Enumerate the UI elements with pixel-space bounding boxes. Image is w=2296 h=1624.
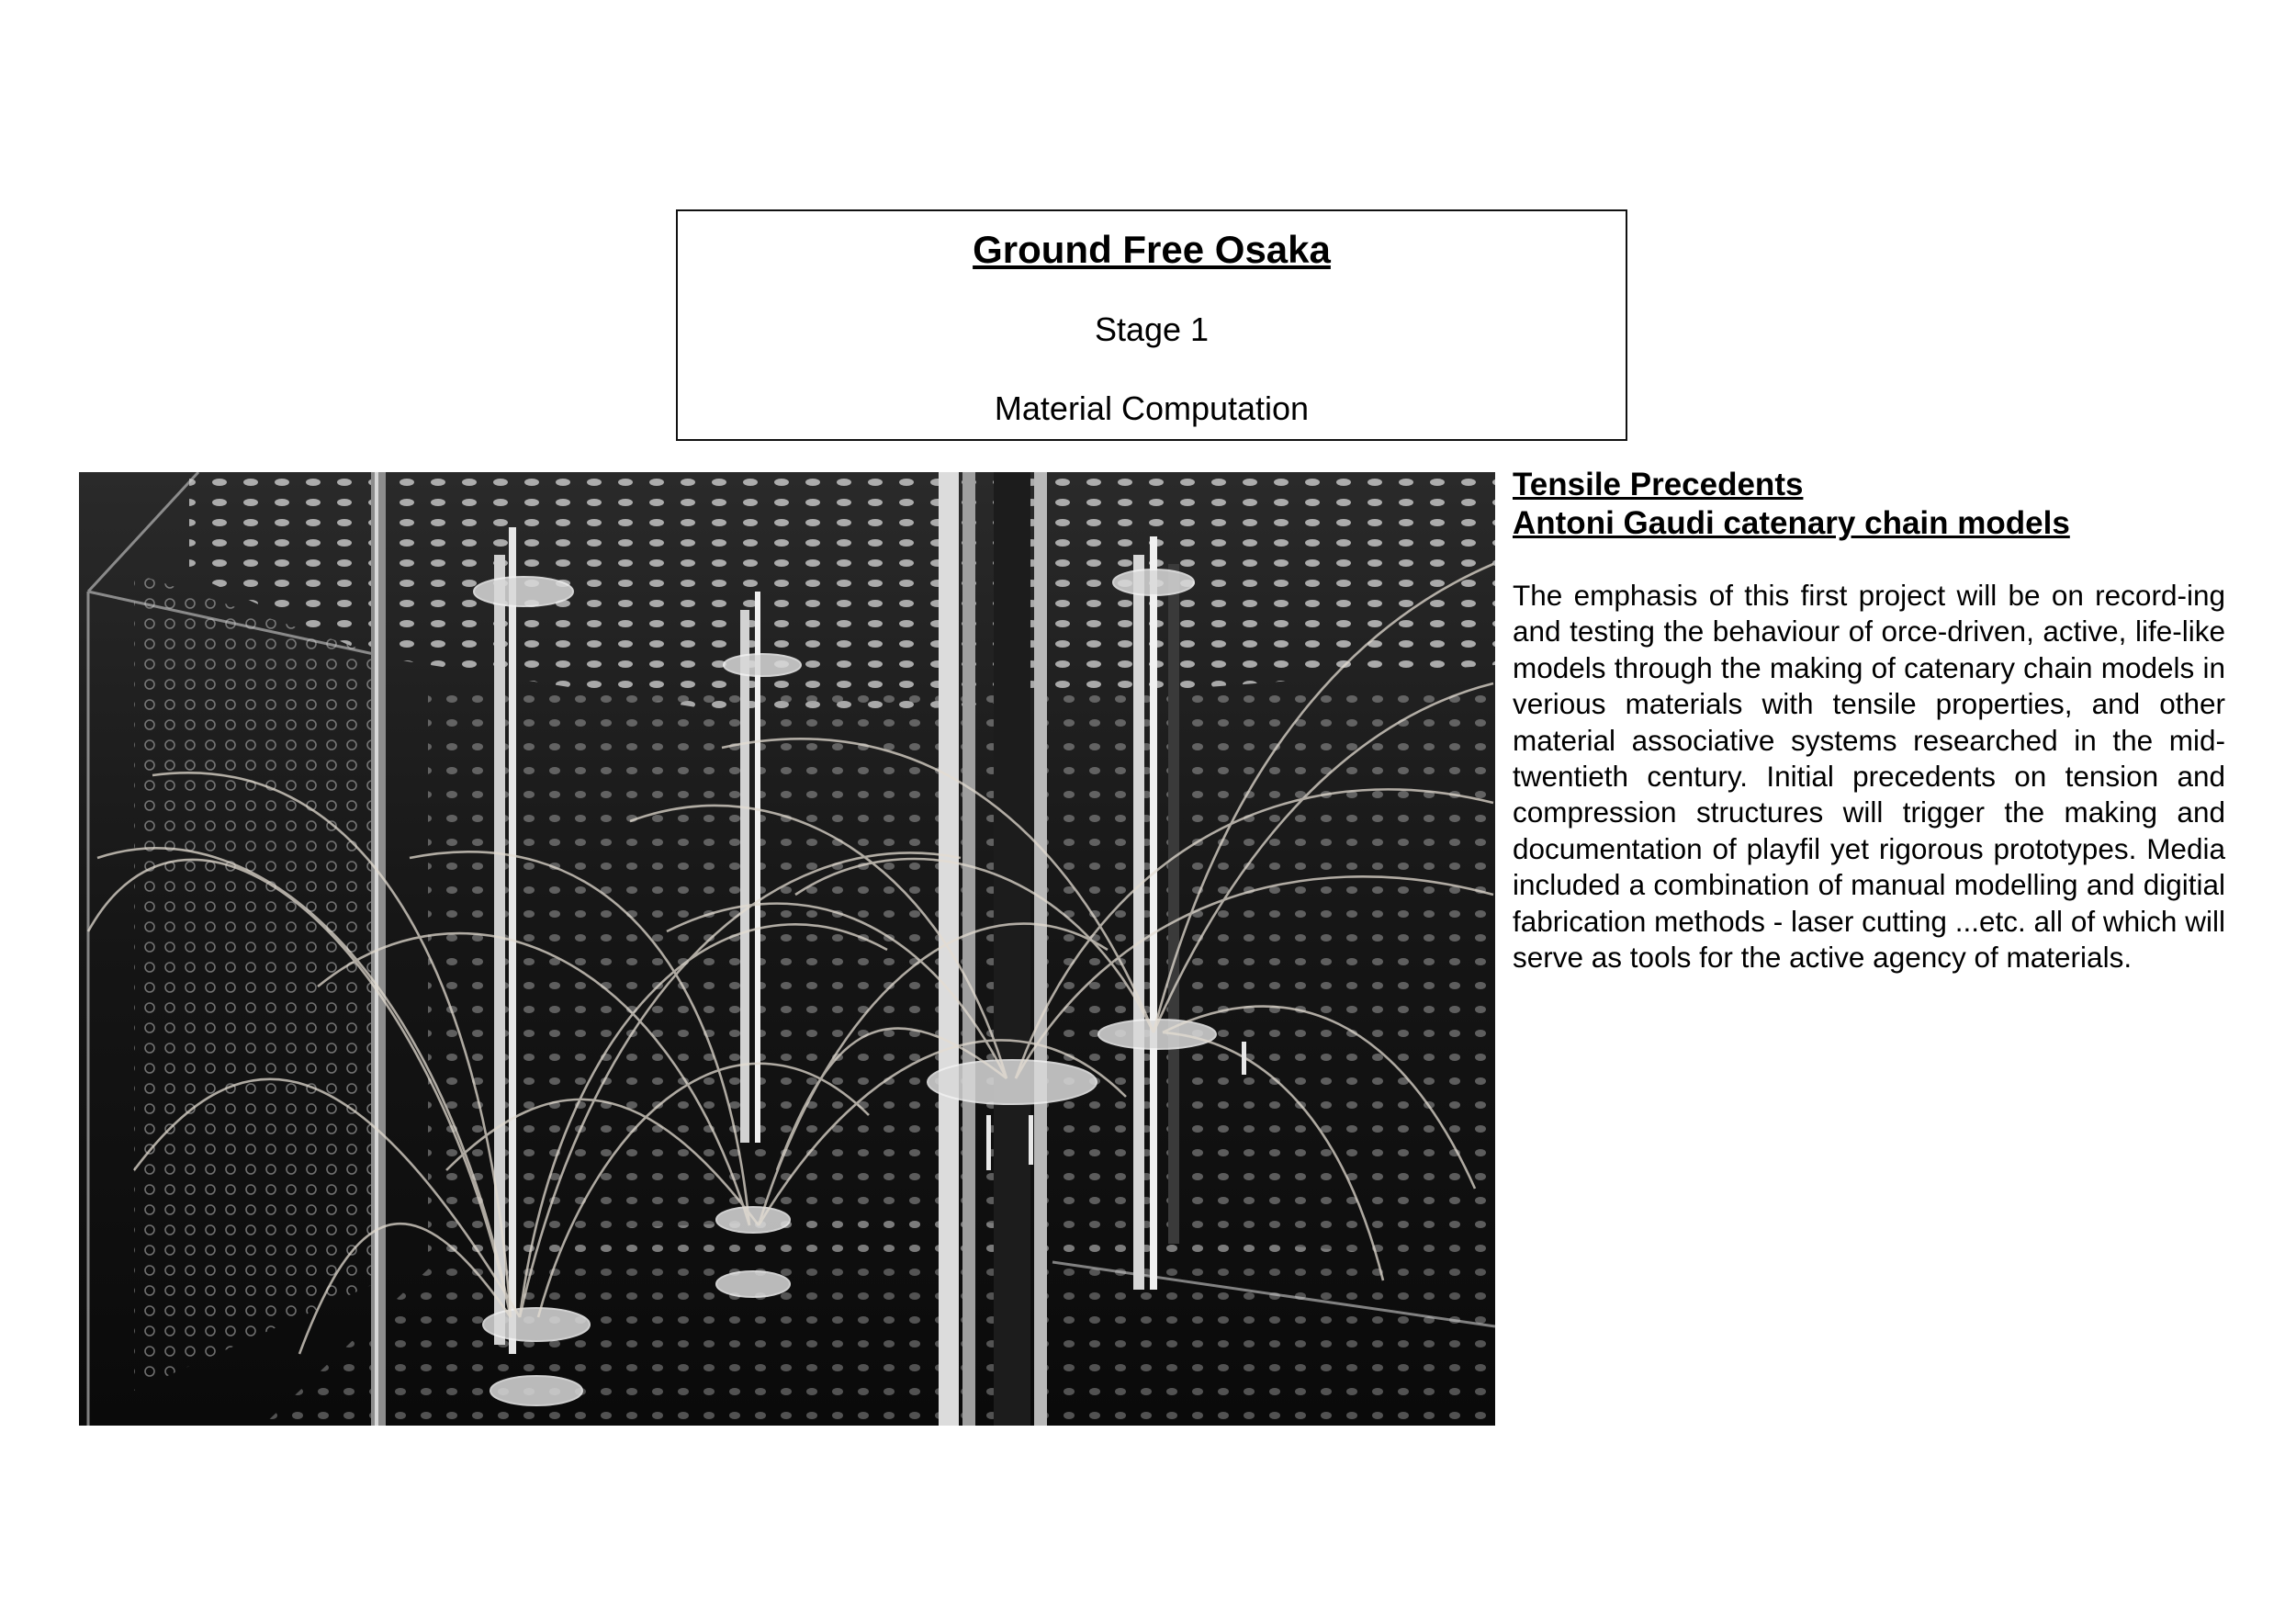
heading-line-2: Antoni Gaudi catenary chain models [1513,505,2070,541]
stage-label: Stage 1 [1094,310,1210,348]
page-subtitle: Material Computation [994,389,1310,427]
section-heading [1513,466,2225,543]
title-box [676,209,1627,441]
model-photo-graphic [79,472,1495,1426]
heading-line-1: Tensile Precedents [1513,467,1804,502]
model-photo [79,472,1495,1426]
page-title: Ground Free Osaka [973,228,1331,271]
body-paragraph: The emphasis of this first project will be on record-ing and testing the behaviour of orce-driven, active, life-like models through the making of catenary chain models in verious materials with tensile properties, and other material associative systems researched in the mid-twentieth century. Initial precedents on tension and compression structures will trigger the making and documentation of playfil yet rigorous prototypes. Media included a combination of manual modelling and digitial fabrication methods - laser cutting ...etc. all of which will serve as tools for the active agency of materials. [1513,579,2225,975]
article [1513,466,2225,976]
